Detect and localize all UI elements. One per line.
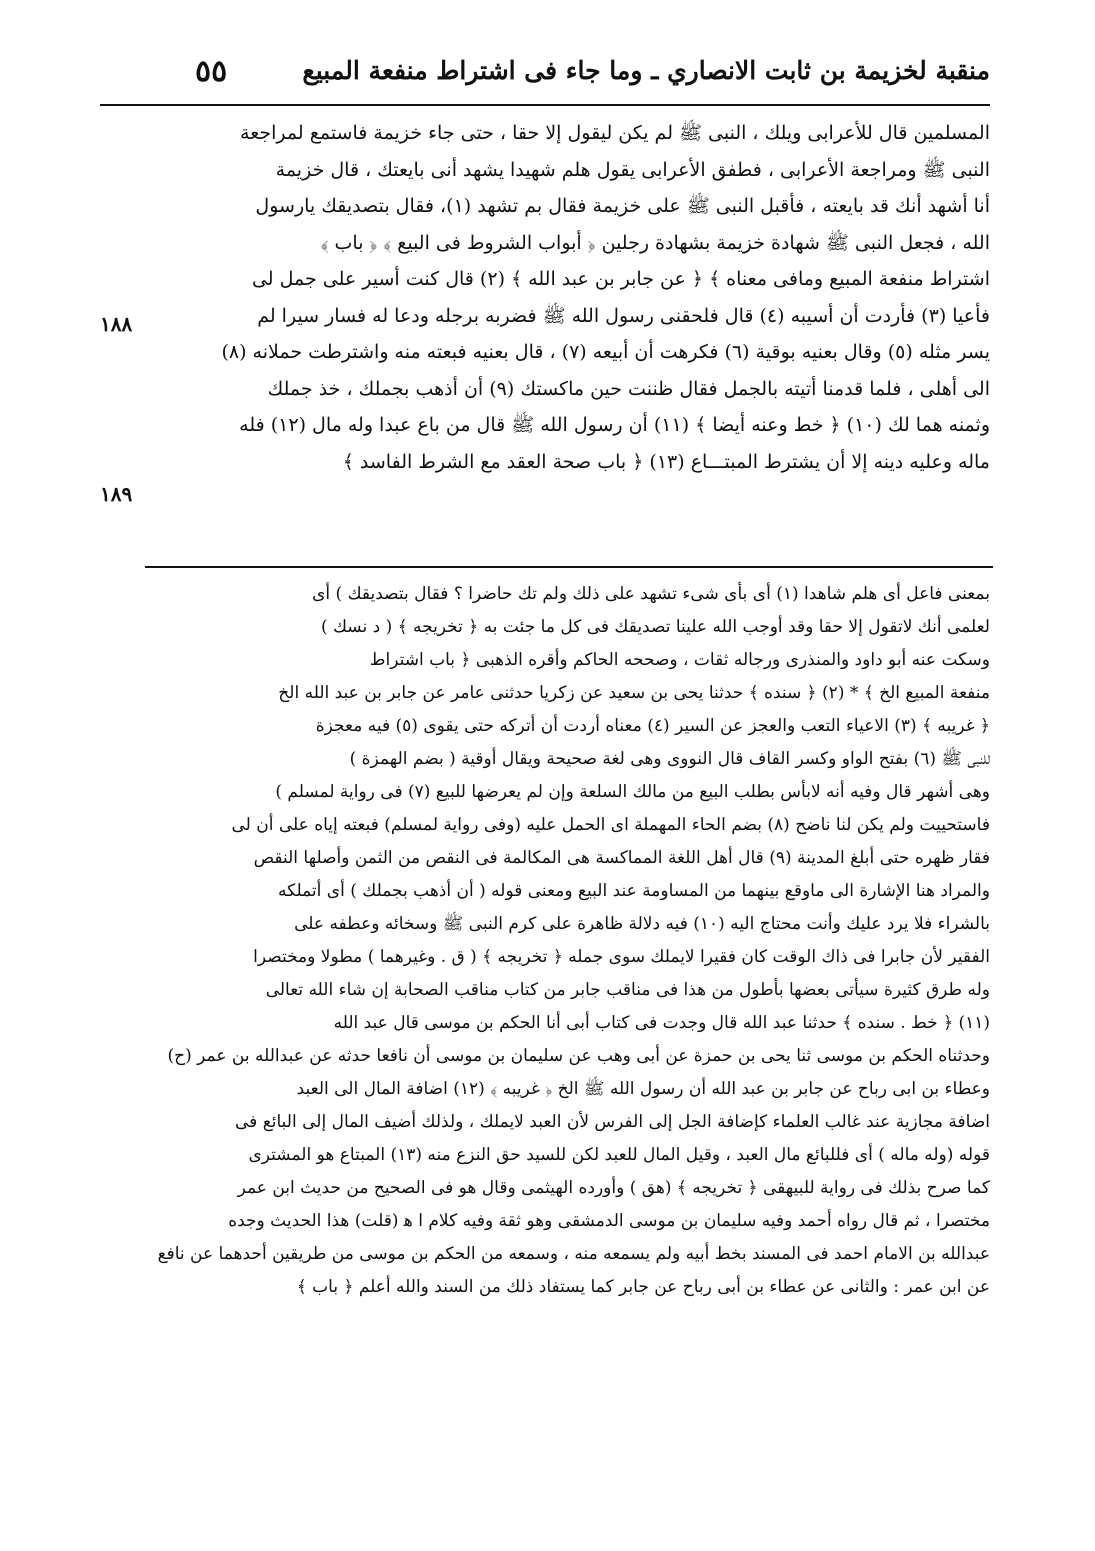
footnote-line: قوله (وله ماله ) أى فللبائع مال العبد ، وقيل المال للعبد لكن للسيد حق النزع منه (١٣) المبتاع هو المشترى	[248, 1145, 990, 1165]
main-line: يسر مثله (٥) وقال بعنيه بوقية (٦) فكرهت أن أبيعه (٧) ، قال بعنيه فبعته منه واشترطت حملانه (٨)	[221, 341, 990, 363]
footnote-line: عن ابن عمر : والثانى عن عطاء بن أبى رباح عن جابر كما يستفاد ذلك من السند والله أعلم ﴿ باب ﴾	[296, 1277, 990, 1297]
footnote-line: (١١) ﴿ خط . سنده ﴾ حدثنا عبد الله قال وجدت فى كتاب أبى أنا الحكم بن موسى قال عبد الله	[333, 1013, 990, 1033]
main-line: المسلمين قال للأعرابى ويلك ، النبى ﷺ لم يكن ليقول إلا حقا ، حتى جاء خزيمة فاستمع لمراجعة	[240, 122, 990, 144]
footnote-line: وسكت عنه أبو داود والمنذرى ورجاله ثقات ، وصححه الحاكم وأقره الذهبى ﴿ باب اشتراط	[369, 650, 990, 670]
hadith-number-margin: ١٨٨	[100, 312, 133, 336]
footnote-line: اضافة مجازية عند غالب العلماء كإضافة الجل إلى الفرس لأن العبد لايملك ، ولذلك أضيف المال إلى البائع فى	[235, 1112, 990, 1132]
footnote-line: وحدثناه الحكم بن موسى ثنا يحى بن حمزة عن أبى وهب عن سليمان بن موسى أن نافعا حدثه عن عبدالله بن عمر (ح)	[167, 1046, 990, 1066]
main-line: فأعيا (٣) فأردت أن أسيبه (٤) قال فلحقنى رسول الله ﷺ فضربه برجله ودعا له فسار سيرا لم	[257, 304, 990, 327]
footnote-line: وله طرق كثيرة سيأتى بعضها بأطول من هذا فى مناقب جابر من كتاب مناقب الصحابة إن شاء الله تعالى	[265, 980, 990, 1000]
main-line: وثمنه هما لك (١٠) ﴿ خط وعنه أيضا ﴾ (١١) أن رسول الله ﷺ قال من باع عبدا وله مال (١٢) فله	[239, 414, 990, 436]
footnote-line: كما صرح بذلك فى رواية للبيهقى ﴿ تخريجه ﴾ (هق ) وأورده الهيثمى وقال هو فى الصحيح من حديث ابن عمر	[237, 1178, 990, 1198]
running-title: منقبة لخزيمة بن ثابت الانصاري ـ وما جاء فى اشتراط منفعة المبيع	[302, 56, 990, 85]
main-line: الله ، فجعل النبى ﷺ شهادة خزيمة بشهادة رجلين ﴿ أبواب الشروط فى البيع ﴾ ﴿ باب ﴾	[320, 231, 990, 254]
footnote-line: والمراد هنا الإشارة الى ماوقع بينهما من المساومة عند البيع ومعنى قوله ( أن أذهب بجملك ) أى أتملكه	[277, 881, 990, 901]
hadith-number-margin: ١٨٩	[100, 482, 133, 506]
page-number: ٥٥	[195, 54, 228, 89]
footnote-line: عبدالله بن الامام احمد فى المسند بخط أبيه ولم يسمعه منه ، وسمعه من الحكم بن موسى من طريقين أحدهما عن نافع	[157, 1244, 990, 1264]
footnote-divider	[145, 566, 993, 568]
footnote-line: الفقير لأن جابرا فى ذاك الوقت كان فقيرا لايملك سوى جمله ﴿ تخريجه ﴾ ( ق . وغيرهما ) مطولا ومختصرا	[253, 947, 990, 967]
footnote-line: وهى أشهر قال وفيه أنه لابأس بطلب البيع من مالك السلعة وإن لم يعرضها للبيع (٧) فى رواية لمسلم )	[275, 782, 990, 802]
main-line: النبى ﷺ ومراجعة الأعرابى ، فطفق الأعرابى يقول هلم شهيدا يشهد أنى بايعتك ، قال خزيمة	[275, 158, 990, 181]
footnote-line: ﴿ غريبه ﴾ (٣) الاعياء التعب والعجز عن السير (٤) معناه أردت أن أتركه حتى يقوى (٥) فيه معجزة	[315, 716, 990, 736]
footnote-line: بالشراء فلا يرد عليك وأنت محتاج اليه (١٠) فيه دلالة ظاهرة على كرم النبى ﷺ وسخائه وعطفه على	[294, 914, 990, 934]
footnote-line: فقار ظهره حتى أبلغ المدينة (٩) قال أهل اللغة المماكسة هى المكالمة فى النقص من الثمن وأصلها النقص	[253, 848, 990, 868]
footnote-line: لعلمى أنك لاتقول إلا حقا وقد أوجب الله علينا تصديقك فى كل ما جئت به ﴿ تخريجه ﴾ ( د نسك )	[320, 617, 990, 637]
main-line: اشتراط منفعة المبيع ومافى معناه ﴾ ﴿ عن جابر بن عبد الله ﴾ (٢) قال كنت أسير على جمل لى	[251, 268, 990, 290]
footnote-line: مختصرا ، ثم قال رواه أحمد وفيه سليمان بن موسى الدمشقى وهو ثقة وفيه كلام ا ﻫ (قلت) هذا الحديث وجده	[228, 1211, 990, 1231]
footnote-line: منفعة المبيع الخ ﴾ * (٢) ﴿ سنده ﴾ حدثنا يحى بن سعيد عن زكريا حدثنى عامر عن جابر بن عبد الله الخ	[278, 683, 990, 703]
main-text	[150, 115, 990, 480]
page-header	[100, 48, 990, 106]
footnote-line: بمعنى فاعل أى هلم شاهدا (١) أى بأى شىء تشهد على ذلك ولم تك حاضرا ؟ فقال بتصديقك ) أى	[312, 584, 990, 604]
main-line: الى أهلى ، فلما قدمنا أتيته بالجمل فقال ظننت حين ماكستك (٩) أن أذهب بجملك ، خذ جملك	[267, 377, 990, 400]
footnotes	[145, 578, 990, 1304]
main-line: أنا أشهد أنك قد بايعته ، فأقبل النبى ﷺ على خزيمة فقال بم تشهد (١)، فقال بتصديقك يارسول	[255, 195, 990, 217]
footnote-line: وعطاء بن ابى رباح عن جابر بن عبد الله أن رسول الله ﷺ الخ ﴿ غريبه ﴾ (١٢) اضافة المال الى العبد	[296, 1079, 990, 1099]
main-line: ماله وعليه دينه إلا أن يشترط المبتـــاع (١٣) ﴿ باب صحة العقد مع الشرط الفاسد ﴾	[342, 450, 990, 473]
footnote-line: فاستحييت ولم يكن لنا ناضح (٨) بضم الحاء المهملة اى الحمل عليه (وفى رواية لمسلم) فبعته إياه على أن لى	[231, 815, 990, 835]
footnote-line: للنبى ﷺ (٦) بفتح الواو وكسر القاف قال النووى وهى لغة صحيحة ويقال أوقية ( بضم الهمزة )	[349, 749, 990, 769]
